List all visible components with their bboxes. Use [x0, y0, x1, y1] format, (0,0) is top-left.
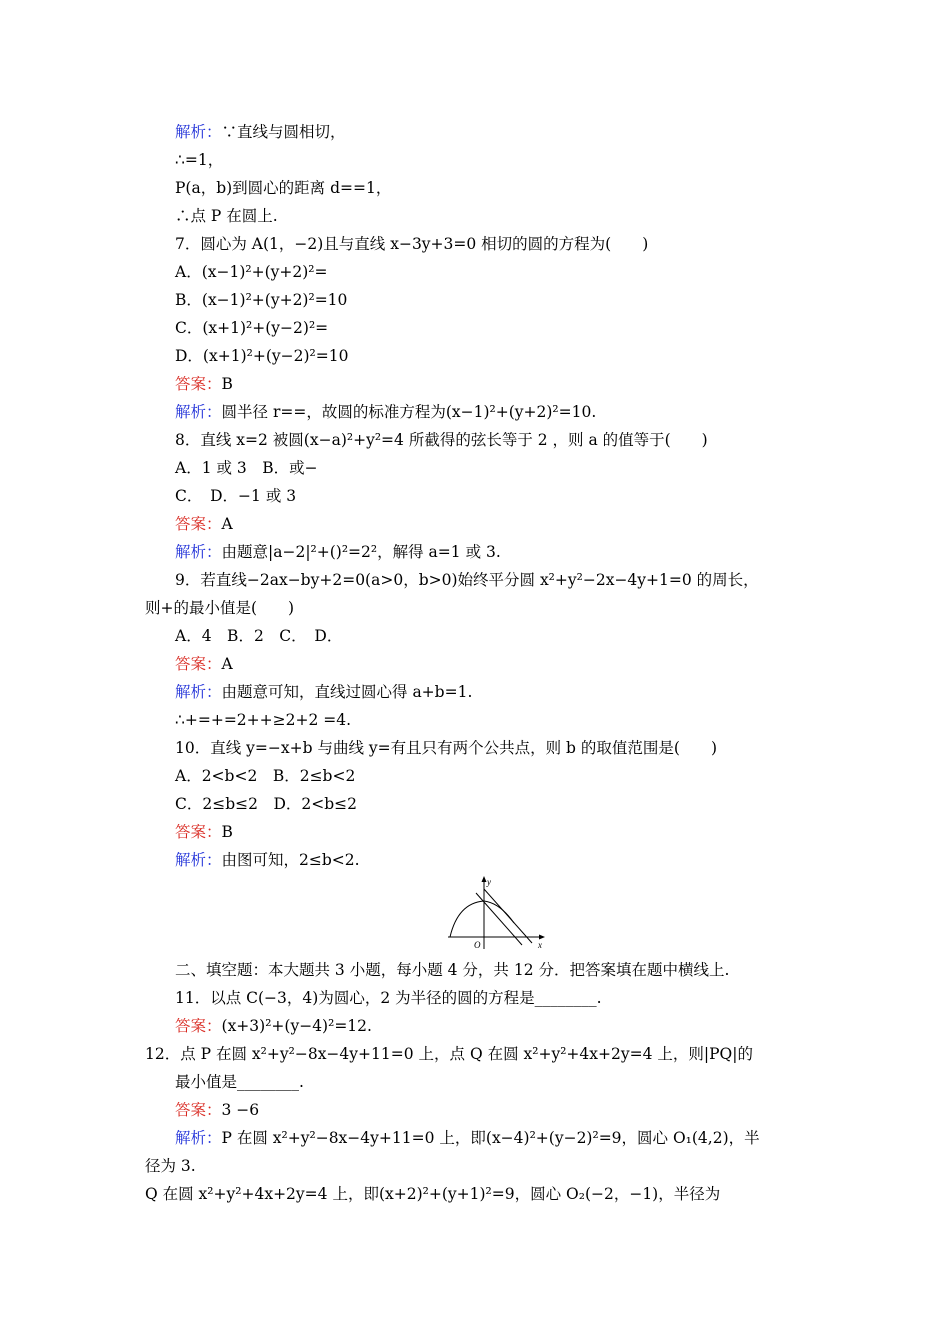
- line-text: B．(x−1)²+(y+2)²=10: [175, 291, 348, 309]
- text-line: [175, 682, 472, 702]
- text-line: [145, 598, 294, 618]
- x-axis-arrow: [539, 935, 545, 940]
- answer-label: 答案：: [175, 823, 222, 841]
- text-line: [175, 570, 759, 590]
- text-line: [175, 850, 360, 870]
- line-text: 最小值是________.: [175, 1073, 304, 1091]
- line-2: [484, 889, 532, 943]
- text-line: [175, 988, 602, 1008]
- line-text: 11．以点 C(−3，4)为圆心，2 为半径的圆的方程是________.: [175, 989, 602, 1007]
- line-text: A．(x−1)²+(y+2)²=: [175, 263, 328, 281]
- analysis-label: 解析：: [175, 123, 222, 141]
- analysis-label: 解析：: [175, 1129, 222, 1147]
- text-line: [175, 794, 357, 814]
- line-text: ∴点 P 在圆上.: [175, 207, 278, 225]
- text-line: [175, 1016, 372, 1036]
- line-text: A: [221, 515, 233, 533]
- analysis-label: 解析：: [175, 683, 222, 701]
- line-text: 7．圆心为 A(1，−2)且与直线 x−3y+3=0 相切的圆的方程为( ): [175, 235, 649, 253]
- line-text: C． D．−1 或 3: [175, 487, 297, 505]
- line-text: Q 在圆 x²+y²+4x+2y=4 上，即(x+2)²+(y+1)²=9，圆心 O₂(−2，−1)，半径为: [145, 1185, 721, 1203]
- text-line: [175, 1072, 304, 1092]
- text-line: [175, 458, 318, 478]
- answer-label: 答案：: [175, 375, 222, 393]
- line-text: ∵直线与圆相切，: [221, 123, 346, 141]
- text-line: [175, 150, 223, 170]
- line-text: 由题意可知，直线过圆心得 a+b=1.: [221, 683, 473, 701]
- answer-label: 答案：: [175, 1017, 222, 1035]
- text-line: [145, 1184, 720, 1204]
- text-line: [175, 542, 501, 562]
- line-text: 二、填空题：本大题共 3 小题，每小题 4 分，共 12 分．把答案填在题中横线上.: [175, 961, 730, 979]
- line-text: B: [221, 375, 233, 393]
- text-line: [175, 766, 355, 786]
- line-text: 10．直线 y=−x+b 与曲线 y=有且只有两个公共点，则 b 的取值范围是( ): [175, 739, 718, 757]
- y-axis-arrow: [482, 876, 487, 882]
- text-line: [175, 654, 233, 674]
- line-text: 3 −6: [221, 1101, 260, 1119]
- line-text: C．2≤b≤2 D．2<b≤2: [175, 795, 358, 813]
- text-line: [145, 1044, 753, 1064]
- line-text: A: [221, 655, 233, 673]
- text-line: [175, 122, 346, 142]
- text-line: [175, 346, 348, 366]
- text-line: [175, 290, 347, 310]
- text-line: [175, 1128, 760, 1148]
- text-line: [175, 514, 233, 534]
- text-line: [175, 486, 296, 506]
- line-text: (x+3)²+(y−4)²=12.: [221, 1017, 372, 1035]
- y-axis-label: y: [487, 877, 491, 887]
- line-text: 圆半径 r==，故圆的标准方程为(x−1)²+(y+2)²=10.: [221, 403, 597, 421]
- line-text: 12．点 P 在圆 x²+y²−8x−4y+11=0 上，点 Q 在圆 x²+y²+4x+2y=4 上，则|PQ|的: [145, 1045, 753, 1063]
- line-text: D．(x+1)²+(y−2)²=10: [175, 347, 349, 365]
- line-text: 则+的最小值是( ): [145, 599, 295, 617]
- line-text: 由题意|a−2|²+()²=2²，解得 a=1 或 3.: [221, 543, 501, 561]
- answer-label: 答案：: [175, 655, 222, 673]
- line-text: 9．若直线−2ax−by+2=0(a>0，b>0)始终平分圆 x²+y²−2x−4y+1=0 的周长，: [175, 571, 759, 589]
- text-line: [175, 822, 233, 842]
- text-line: [175, 960, 729, 980]
- origin-label: O: [474, 940, 481, 950]
- text-line: [175, 262, 327, 282]
- x-axis-label: x: [538, 940, 542, 950]
- analysis-label: 解析：: [175, 543, 222, 561]
- answer-label: 答案：: [175, 515, 222, 533]
- line-text: 由图可知，2≤b<2.: [221, 851, 360, 869]
- text-line: [175, 374, 233, 394]
- text-line: [175, 738, 717, 758]
- text-line: [175, 206, 278, 226]
- answer-label: 答案：: [175, 1101, 222, 1119]
- text-line: [175, 430, 708, 450]
- line-text: P 在圆 x²+y²−8x−4y+11=0 上，即(x−4)²+(y−2)²=9，圆心 O₁(4,2)，半: [221, 1129, 760, 1147]
- text-line: [175, 178, 391, 198]
- text-line: [175, 318, 328, 338]
- text-line: [175, 402, 596, 422]
- text-line: [175, 710, 351, 730]
- line-text: 径为 3.: [145, 1157, 196, 1175]
- text-line: [175, 1100, 259, 1120]
- line-text: A．4 B．2 C． D．: [175, 627, 343, 645]
- text-line: [145, 1156, 196, 1176]
- analysis-label: 解析：: [175, 403, 222, 421]
- line-text: 8．直线 x=2 被圆(x−a)²+y²=4 所截得的弦长等于 2 ，则 a 的值等于( ): [175, 431, 708, 449]
- text-line: [175, 626, 342, 646]
- line-text: ∴=1，: [175, 151, 224, 169]
- line-text: A．1 或 3 B．或−: [175, 459, 318, 477]
- line-text: P(a，b)到圆心的距离 d==1，: [175, 179, 392, 197]
- line-text: ∴+=+=2++≥2+2 =4.: [175, 711, 352, 729]
- analysis-label: 解析：: [175, 851, 222, 869]
- curve: [450, 901, 514, 937]
- figure-curve-and-lines: [438, 873, 550, 953]
- line-text: B: [221, 823, 233, 841]
- line-text: C．(x+1)²+(y−2)²=: [175, 319, 329, 337]
- text-line: [175, 234, 648, 254]
- line-text: A．2<b<2 B．2≤b<2: [175, 767, 356, 785]
